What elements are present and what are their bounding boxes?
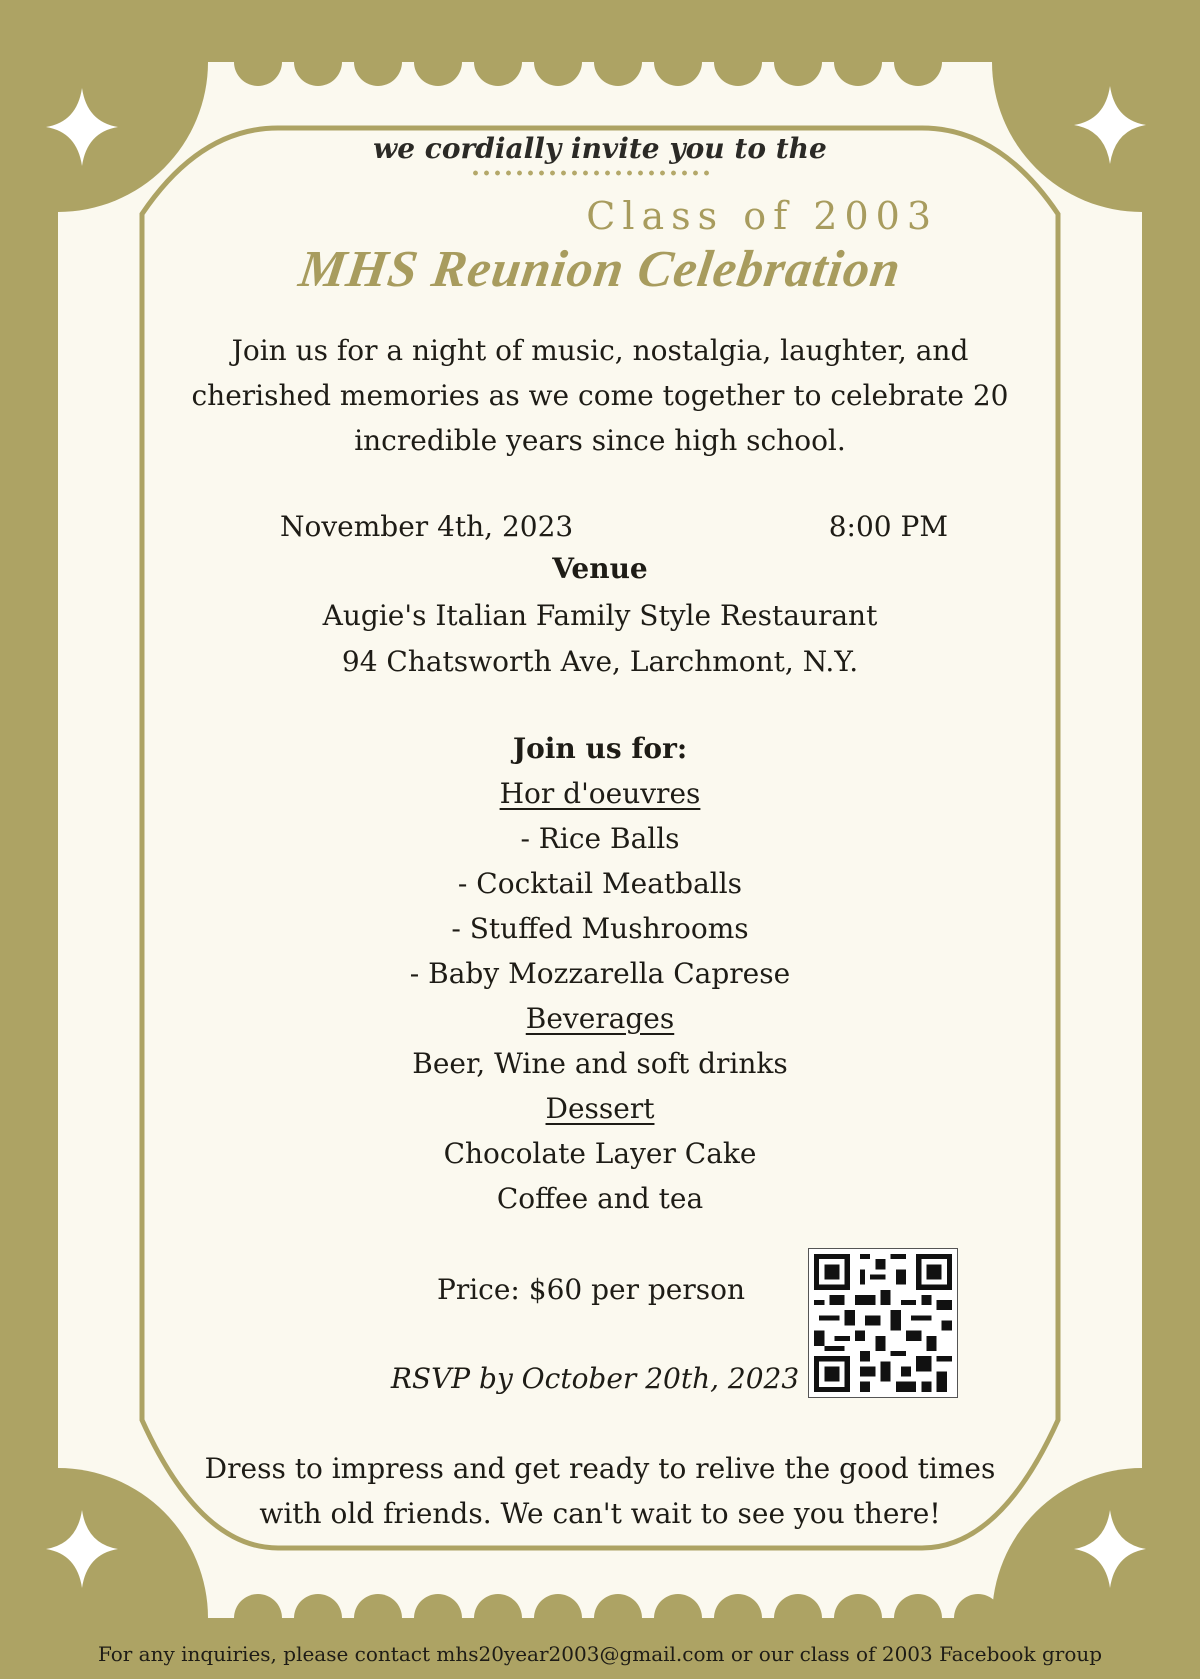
description-line: incredible years since high school. [354,424,846,457]
rsvp-text: RSVP by October 20th, 2023 [390,1362,800,1395]
venue-address: 94 Chatsworth Ave, Larchmont, N.Y. [341,645,859,678]
qr-code[interactable] [808,1248,958,1398]
dessert-item: Coffee and tea [496,1182,704,1215]
description-line: cherished memories as we come together to celebrate 20 [191,379,1009,412]
venue-heading: Venue [552,552,648,585]
menu-heading: Join us for: [512,732,688,765]
menu-item: - Cocktail Meatballs [457,867,743,900]
intro-text: we cordially invite you to the [373,132,827,165]
menu-item: - Rice Balls [520,822,680,855]
venue-name: Augie's Italian Family Style Restaurant [322,599,878,632]
event-date: November 4th, 2023 [280,510,574,543]
event-title: MHS Reunion Celebration [295,241,905,298]
hors-heading: Hor d'oeuvres [499,777,701,810]
dotted-divider [470,170,710,176]
dessert-heading: Dessert [545,1092,655,1125]
dessert-item: Chocolate Layer Cake [443,1137,757,1170]
class-of-heading: Class of 2003 [586,194,938,238]
beverages-text: Beer, Wine and soft drinks [412,1047,788,1080]
description-line: Join us for a night of music, nostalgia, laughter, and [231,334,969,367]
closing-line: Dress to impress and get ready to relive the good times [204,1452,996,1485]
menu-item: - Stuffed Mushrooms [451,912,749,945]
qr-code-icon [809,1249,957,1397]
closing-line: with old friends. We can't wait to see you there! [259,1497,941,1530]
beverages-heading: Beverages [525,1002,675,1035]
event-time: 8:00 PM [828,510,948,543]
footer-contact: For any inquiries, please contact mhs20year2003@gmail.com or our class of 2003 Facebook group [97,1642,1103,1666]
description [0,328,1200,463]
price-text: Price: $60 per person [436,1273,746,1306]
menu-item: - Baby Mozzarella Caprese [409,957,791,990]
